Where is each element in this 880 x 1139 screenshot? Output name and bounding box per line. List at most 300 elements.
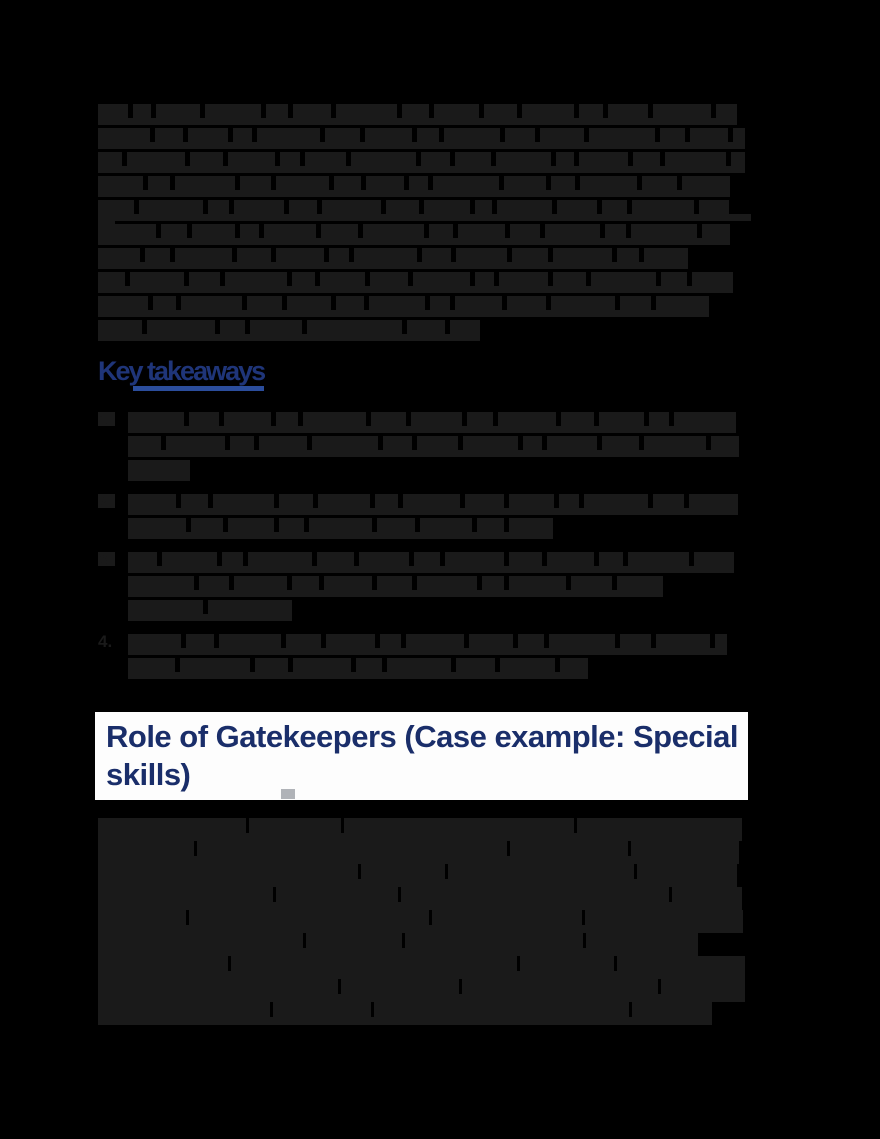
redacted-word <box>320 272 365 286</box>
redacted-line <box>98 320 750 344</box>
redacted-word <box>219 634 281 648</box>
redacted-word <box>128 460 190 474</box>
redacted-word <box>383 436 412 450</box>
redacted-word <box>287 296 331 310</box>
redacted-word <box>98 104 128 118</box>
redacted-word <box>293 104 331 118</box>
redacted-line <box>98 818 750 841</box>
redacted-line <box>98 979 750 1002</box>
redacted-word <box>371 412 406 426</box>
redacted-word <box>694 552 734 566</box>
section-heading: Role of Gatekeepers (Case example: Special skills) <box>106 719 739 792</box>
redacted-word <box>682 176 730 190</box>
redacted-word <box>366 176 404 190</box>
redacted-line <box>98 104 750 128</box>
redacted-line <box>98 248 750 272</box>
redacted-word <box>559 494 579 508</box>
redacted-word <box>240 224 259 238</box>
redacted-word <box>500 658 555 672</box>
redacted-word <box>324 576 372 590</box>
redacted-word <box>280 152 300 166</box>
redacted-word <box>448 864 634 879</box>
redacted-word <box>422 248 451 262</box>
redacted-word <box>292 272 315 286</box>
redacted-word <box>286 634 321 648</box>
redacted-word <box>661 979 745 994</box>
redacted-bar <box>98 238 730 245</box>
redacted-word <box>499 272 548 286</box>
redacted-word <box>197 841 507 856</box>
redacted-word <box>579 104 603 118</box>
redacted-word <box>249 818 341 833</box>
redacted-word <box>602 436 639 450</box>
redacted-word <box>510 224 540 238</box>
redacted-word <box>429 224 453 238</box>
redacted-word <box>561 412 594 426</box>
redacted-word <box>153 296 176 310</box>
redacted-word <box>409 176 428 190</box>
redacted-line <box>128 552 748 576</box>
redacted-word <box>411 412 462 426</box>
redacted-word <box>213 494 274 508</box>
redacted-word <box>325 128 360 142</box>
redacted-bar <box>98 994 745 1002</box>
redacted-word <box>551 296 615 310</box>
redacted-word <box>510 841 628 856</box>
redacted-line <box>98 296 750 320</box>
redacted-word <box>628 552 689 566</box>
redacted-word <box>189 910 429 925</box>
redacted-word <box>553 248 612 262</box>
redacted-word <box>512 248 548 262</box>
redacted-word <box>424 200 470 214</box>
redacted-word <box>450 320 480 334</box>
redacted-word <box>128 412 184 426</box>
redacted-word <box>413 272 470 286</box>
redacted-word <box>374 1002 629 1017</box>
redacted-word <box>699 200 729 214</box>
redacted-word <box>220 320 245 334</box>
redacted-word <box>231 956 517 971</box>
redacted-word <box>98 296 148 310</box>
redacted-line <box>98 956 750 979</box>
redacted-word <box>208 600 292 614</box>
redacted-line <box>128 494 748 518</box>
redacted-word <box>186 634 214 648</box>
redacted-word <box>547 436 597 450</box>
redacted-line <box>128 518 748 542</box>
redacted-word <box>181 494 208 508</box>
redacted-word <box>414 552 440 566</box>
redacted-bar <box>98 190 730 197</box>
redacted-word <box>175 248 232 262</box>
redacted-word <box>351 152 416 166</box>
redacted-word <box>599 412 644 426</box>
redacted-word <box>321 224 358 238</box>
redacted-bar <box>128 566 734 573</box>
redacted-line <box>128 576 748 600</box>
redacted-word <box>540 128 584 142</box>
redacted-bar <box>128 672 588 679</box>
redacted-line <box>98 128 750 152</box>
redacted-word <box>711 436 739 450</box>
redacted-word <box>334 176 361 190</box>
redacted-word <box>240 176 271 190</box>
redacted-word <box>237 248 271 262</box>
key-takeaways-link[interactable]: Key takeaways <box>98 356 265 386</box>
redacted-line <box>128 600 748 624</box>
redacted-word <box>365 128 412 142</box>
redacted-word <box>322 200 381 214</box>
redacted-word <box>653 104 711 118</box>
redacted-word <box>497 200 552 214</box>
redacted-word <box>247 296 282 310</box>
redacted-word <box>586 933 698 948</box>
redacted-bar <box>98 262 688 269</box>
redacted-word <box>549 634 615 648</box>
redacted-word <box>205 104 261 118</box>
redacted-word <box>560 658 588 672</box>
redacted-word <box>417 128 439 142</box>
redacted-word <box>98 128 150 142</box>
redacted-word <box>509 552 542 566</box>
redacted-word <box>128 518 186 532</box>
redacted-word <box>556 152 574 166</box>
redacted-word <box>191 518 223 532</box>
redacted-word <box>406 634 464 648</box>
redacted-word <box>620 634 651 648</box>
redacted-paragraph-bottom <box>98 818 750 1025</box>
redacted-word <box>234 576 287 590</box>
redacted-word <box>690 128 728 142</box>
redacted-bar <box>128 614 292 621</box>
redacted-word <box>632 200 694 214</box>
redacted-word <box>505 128 535 142</box>
redacted-word <box>98 248 140 262</box>
redacted-word <box>402 104 429 118</box>
redacted-word <box>276 412 298 426</box>
redacted-word <box>387 658 451 672</box>
redacted-line <box>98 224 750 248</box>
redacted-word <box>608 104 648 118</box>
redacted-word <box>465 494 504 508</box>
redacted-word <box>571 576 612 590</box>
redacted-word <box>403 494 460 508</box>
redacted-word <box>148 176 170 190</box>
list-item <box>98 412 748 484</box>
redacted-numbered-list <box>98 412 748 682</box>
redacted-line <box>98 272 750 296</box>
redacted-word <box>660 128 685 142</box>
redacted-word <box>579 152 628 166</box>
redacted-word <box>307 320 402 334</box>
redacted-word <box>180 658 250 672</box>
redacted-line <box>98 1002 750 1025</box>
redacted-word <box>370 272 408 286</box>
redacted-word <box>589 128 655 142</box>
redacted-word <box>444 128 500 142</box>
redacted-word <box>356 658 382 672</box>
redacted-word <box>631 841 739 856</box>
redacted-word <box>130 272 184 286</box>
redacted-word <box>545 224 600 238</box>
redacted-bar <box>128 474 190 481</box>
redacted-word <box>303 412 366 426</box>
redacted-word <box>401 887 669 902</box>
redacted-word <box>318 494 370 508</box>
redacted-word <box>341 979 459 994</box>
redacted-word <box>166 436 225 450</box>
redacted-word <box>674 412 736 426</box>
redacted-word <box>128 552 157 566</box>
redacted-word <box>434 104 479 118</box>
redacted-word <box>354 248 417 262</box>
redacted-word <box>456 248 507 262</box>
redacted-word <box>250 320 302 334</box>
redacted-word <box>189 412 219 426</box>
key-takeaways-underline <box>133 386 264 391</box>
redacted-paragraph-top <box>98 104 750 344</box>
redacted-word <box>620 296 651 310</box>
redacted-word <box>309 518 372 532</box>
redacted-word <box>591 272 656 286</box>
redacted-bar <box>98 334 480 341</box>
redacted-word <box>98 956 228 971</box>
redacted-word <box>377 518 415 532</box>
redacted-word <box>509 518 553 532</box>
redacted-word <box>702 224 730 238</box>
redacted-bar <box>128 508 738 515</box>
redacted-word <box>432 910 582 925</box>
redacted-word <box>551 176 575 190</box>
list-item <box>98 552 748 624</box>
redacted-word <box>359 552 409 566</box>
redacted-word <box>665 152 726 166</box>
redacted-line <box>98 176 750 200</box>
redacted-line <box>98 200 750 224</box>
redacted-word <box>139 200 203 214</box>
redacted-word <box>293 658 351 672</box>
redacted-word <box>361 864 445 879</box>
redacted-word <box>98 818 246 833</box>
redacted-word <box>98 320 142 334</box>
redacted-word <box>276 248 324 262</box>
list-item-marker: 3. <box>98 552 115 566</box>
redacted-word <box>433 176 499 190</box>
redacted-word <box>716 104 737 118</box>
redacted-word <box>255 658 288 672</box>
redacted-word <box>617 576 663 590</box>
redacted-line <box>98 864 750 887</box>
redacted-word <box>692 272 733 286</box>
redacted-word <box>644 248 688 262</box>
redacted-word <box>344 818 574 833</box>
redacted-word <box>462 979 658 994</box>
redacted-word <box>128 658 175 672</box>
redacted-word <box>128 634 181 648</box>
redacted-word <box>731 152 745 166</box>
redacted-bar <box>98 1017 712 1025</box>
redacted-word <box>496 152 551 166</box>
redacted-word <box>369 296 425 310</box>
redacted-word <box>602 200 627 214</box>
redacted-word <box>605 224 626 238</box>
selection-handle-icon[interactable] <box>281 789 295 799</box>
redacted-word <box>363 224 424 238</box>
redacted-word <box>266 104 288 118</box>
redacted-bar <box>128 532 553 539</box>
redacted-word <box>279 494 313 508</box>
redacted-word <box>128 600 203 614</box>
redacted-word <box>228 152 275 166</box>
redacted-word <box>584 494 648 508</box>
list-item-marker: 4. <box>98 632 113 651</box>
redacted-word <box>98 887 273 902</box>
redacted-line <box>98 152 750 176</box>
redacted-word <box>230 436 254 450</box>
section-heading-band <box>95 712 748 800</box>
redacted-word <box>482 576 504 590</box>
redacted-line <box>98 841 750 864</box>
redacted-word <box>455 296 502 310</box>
redacted-word <box>617 248 639 262</box>
redacted-word <box>430 296 450 310</box>
redacted-line <box>128 412 748 436</box>
redacted-word <box>98 1002 270 1017</box>
redacted-line <box>98 887 750 910</box>
redacted-word <box>407 320 445 334</box>
redacted-word <box>188 128 228 142</box>
redacted-word <box>147 320 215 334</box>
redacted-bar <box>98 925 743 933</box>
redacted-word <box>128 494 176 508</box>
redacted-word <box>547 552 594 566</box>
redacted-word <box>127 152 185 166</box>
redacted-word <box>656 634 710 648</box>
redacted-bar <box>98 142 745 149</box>
redacted-bar <box>98 879 737 887</box>
redacted-bar <box>98 856 739 864</box>
redacted-word <box>456 658 495 672</box>
redacted-bar <box>98 118 737 125</box>
redacted-bar <box>128 590 663 597</box>
redacted-word <box>326 634 375 648</box>
redacted-word <box>98 152 122 166</box>
redacted-word <box>317 552 354 566</box>
redacted-word <box>631 224 697 238</box>
redacted-word <box>199 576 229 590</box>
redacted-word <box>557 200 597 214</box>
redacted-bar <box>128 648 727 655</box>
redacted-word <box>405 933 583 948</box>
redacted-word <box>377 576 412 590</box>
redacted-word <box>475 200 492 214</box>
redacted-word <box>642 176 677 190</box>
redacted-word <box>523 436 542 450</box>
list-item-marker: 2. <box>98 494 115 508</box>
redacted-line <box>128 658 748 682</box>
redacted-word <box>98 910 186 925</box>
redacted-line <box>128 634 748 658</box>
redacted-word <box>276 176 329 190</box>
redacted-word <box>463 436 518 450</box>
redacted-word <box>128 436 161 450</box>
redacted-word <box>306 933 402 948</box>
redacted-word <box>644 436 706 450</box>
redacted-word <box>458 224 505 238</box>
redacted-word <box>98 841 194 856</box>
redacted-bar <box>98 833 742 841</box>
redacted-word <box>484 104 517 118</box>
redacted-word <box>133 104 151 118</box>
redacted-word <box>145 248 170 262</box>
redacted-line <box>128 436 748 460</box>
redacted-bar <box>98 286 733 293</box>
redacted-word <box>632 1002 712 1017</box>
redacted-word <box>156 104 200 118</box>
redacted-bar <box>98 166 745 173</box>
redacted-word <box>234 200 284 214</box>
redacted-word <box>161 224 187 238</box>
redacted-word <box>305 152 346 166</box>
redacted-word <box>585 910 743 925</box>
list-item-marker: 1. <box>98 412 115 426</box>
redacted-word <box>222 552 243 566</box>
redacted-word <box>98 933 303 948</box>
redacted-word <box>475 272 494 286</box>
redacted-word <box>224 412 271 426</box>
redacted-bar <box>98 971 745 979</box>
redacted-word <box>98 864 358 879</box>
redacted-word <box>455 152 491 166</box>
redacted-bar <box>98 310 709 317</box>
redacted-word <box>661 272 687 286</box>
redacted-word <box>190 152 223 166</box>
redacted-word <box>128 576 194 590</box>
redacted-word <box>279 518 304 532</box>
redacted-word <box>228 518 274 532</box>
redacted-word <box>248 552 312 566</box>
redacted-word <box>289 200 317 214</box>
redacted-word <box>420 518 472 532</box>
redacted-bar <box>98 948 698 956</box>
redacted-word <box>509 494 554 508</box>
redacted-word <box>98 272 125 286</box>
redacted-word <box>208 200 229 214</box>
redacted-word <box>522 104 574 118</box>
redacted-word <box>715 634 727 648</box>
redacted-line <box>98 933 750 956</box>
redacted-word <box>477 518 504 532</box>
redacted-word <box>162 552 217 566</box>
redacted-word <box>504 176 546 190</box>
redacted-word <box>553 272 586 286</box>
redacted-word <box>192 224 235 238</box>
redacted-word <box>421 152 450 166</box>
redacted-word <box>417 576 477 590</box>
redacted-word <box>577 818 742 833</box>
redacted-bar <box>128 450 739 457</box>
redacted-word <box>98 224 156 238</box>
list-item <box>98 494 748 542</box>
redacted-word <box>733 128 745 142</box>
redacted-word <box>375 494 398 508</box>
redacted-word <box>276 887 398 902</box>
redacted-bar <box>98 902 742 910</box>
redacted-word <box>580 176 637 190</box>
redacted-bar <box>98 214 751 221</box>
redacted-word <box>336 296 364 310</box>
